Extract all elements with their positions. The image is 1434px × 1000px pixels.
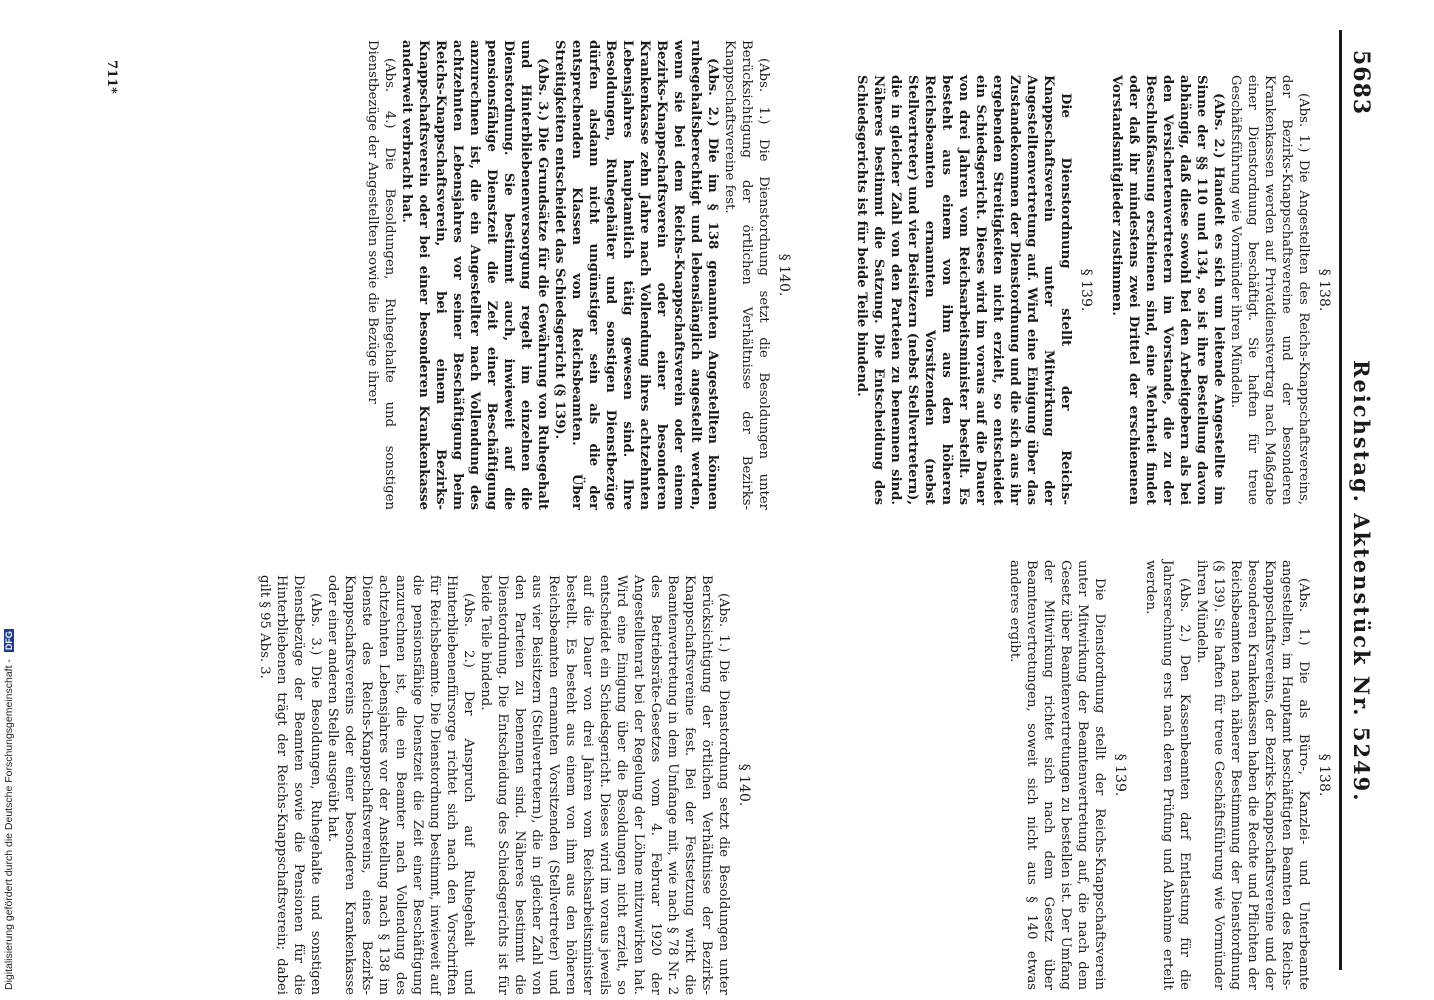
paragraph: (Abs. 2.) Den Kassenbeamten darf Entlastung für die Jahresrechnung erst nach deren Prüfung und Abnahme erteilt werden. — [1143, 560, 1192, 990]
paragraph: (Abs. 3.) Die Besoldungen, Ruhegehalte und sonstigen Dienstbezüge der Beamten sowie die Pensionen für die Hinterbliebenen trägt der Reichs-Knappschaftsverein; dabei gilt § 95 Abs. 3. — [257, 575, 323, 995]
page-title: Reichstag. Aktenstück Nr. 5249. — [1349, 360, 1374, 803]
section-heading: § 138. — [1316, 268, 1332, 312]
paragraph: (Abs. 4.) Die Besoldungen, Ruhegehalte und sonstigen Dienstbezüge der Angestellten sowie die Bezüge ihrer — [365, 40, 397, 510]
paragraph: (Abs. 1.) Die Dienstordnung setzt die Besoldungen unter Berücksichtigung der örtlichen Verhältnisse der Bezirks-Knappschaftsvereine fest. — [722, 40, 771, 510]
paragraph: Die Dienstordnung stellt der Reichs-Knappschaftsverein unter Mitwirkung der Beamtenvertretung auf, die nach dem Gesetz über Beamtenvertretungen zu bestellen ist. Der Umfang der Mitwirkung richtet sich nach dem Gesetz über Beamtenvertretungen, soweit sich nicht aus § 140 etwas anderes ergibt. — [1007, 560, 1107, 990]
paragraph: (Abs. 2.) Handelt es sich um leitende Angestellte im Sinne der §§ 110 und 134, so ist ihre Bestellung davon abhängig, daß diese sowohl bei den Arbeitgebern als bei den Versichertenvertretern im Vorstande, die zu der Beschlußfassung erschienen sind, eine Mehrheit findet oder daß ihr mindestens zwei Drittel der erschienenen Vorstandsmitglieder zustimmen. — [1109, 75, 1226, 505]
paragraph: (Abs. 3.) Die Grundsätze für die Gewährung von Ruhegehalt und Hinterbliebenenversorgung regelt im einzelnen die Dienstordnung. Sie bestimmt auch, inwieweit auf die pensionsfähige Dienstzeit die Zeit einer Beschäftigung anzurechnen ist, die ein Angestellter nach Vollendung des achtzehnten Lebensjahres vor seiner Beschäftigung beim Reichs-Knappschaftsverein, bei einem Bezirks-Knappschaftsverein oder bei einer besonderen Krankenkasse anderweit verbracht hat. — [399, 40, 550, 510]
section-heading: § 140. — [776, 253, 792, 297]
right-column-upper — [853, 75, 1334, 505]
left-column-upper — [1006, 560, 1334, 990]
section-heading: § 139. — [1078, 268, 1094, 312]
section-heading: § 139. — [1112, 753, 1128, 797]
signature-mark: 711* — [104, 60, 119, 94]
section-heading: § 140. — [736, 763, 752, 807]
page-number: 5683 — [1348, 50, 1374, 116]
credit-text: Digitalisierung gefördert durch die Deutsche Forschungsgemeinschaft - — [3, 659, 15, 990]
section-heading: § 138. — [1316, 753, 1332, 797]
digitization-credit — [3, 10, 17, 990]
dfg-logo: DFG — [4, 631, 14, 651]
paragraph: (Abs. 1.) Die als Büro-, Kanzlei- und Unterbeamte angestellten, im Hauptamt beschäftigten Beamten des Reichs-Knappschaftsvereins, der Bezirks-Knappschaftsvereine und der besonderen Krankenkassen haben die Rechte und Pflichten der Reichsbeamten nach näherer Bestimmung der Dienstordnung (§ 139). Sie haften für treue Geschäftsführung wie Vormünder ihren Mündeln. — [1194, 560, 1311, 990]
paragraph: Die Dienstordnung stellt der Reichs-Knappschaftsverein unter Mitwirkung der Angestelltenvertretung auf. Wird eine Einigung über das Zustandekommen der Dienstordnung und die sich aus ihr ergebenden Streitigkeiten nicht erzielt, so entscheidet ein Schiedsgericht. Dieses wird im voraus auf die Dauer von drei Jahren vom Reichsarbeitsminister bestellt. Es besteht aus einem von ihm aus den höheren Reichsbeamten ernannten Vorsitzenden (nebst Stellvertreter) und vier Beisitzern (nebst Stellvertretern), die in gleicher Zahl von den Parteien zu benennen sind. Näheres bestimmt die Satzung. Die Entscheidung des Schiedsgerichts ist für beide Teile bindend. — [854, 75, 1073, 505]
header-rule — [1339, 30, 1342, 970]
paragraph: (Abs. 1.) Die Dienstordnung setzt die Besoldungen unter Berücksichtigung der örtlichen Verhältnisse der Bezirks-Knappschaftsvereine fest. Bei der Festsetzung wirkt die Beamtenvertretung in dem Umfange mit, wie nach § 78 Nr. 2 des Betriebsräte-Gesetzes vom 4. Februar 1920 der Angestelltenrat bei der Regelung der Löhne mitzuwirken hat. Wird eine Einigung über die Besoldungen nicht erzielt, so entscheidet ein Schiedsgericht. Dieses wird im voraus jeweils auf die Dauer von drei Jahren vom Reichsarbeitsminister bestellt. Es besteht aus einem von ihm aus den höheren Reichsbeamten ernannten Vorsitzenden (Stellvertreter) und aus vier Beisitzern (Stellvertretern), die in gleicher Zahl von den Parteien zu benennen sind. Näheres bestimmt die Dienstordnung. Die Entscheidung des Schiedsgerichts ist für beide Teile bindend. — [478, 575, 731, 995]
left-column-lower — [256, 575, 754, 995]
paragraph: (Abs. 2.) Der Anspruch auf Ruhegehalt und Hinterbliebenenfürsorge richtet sich nach den Vorschriften für Reichsbeamte. Die Dienstordnung bestimmt, inwieweit auf die pensionsfähige Dienstzeit die Zeit einer Beschäftigung anzurechnen ist, die ein Beamter nach Vollendung des achtzehnten Lebensjahres vor der Anstellung nach § 138 im Dienste des Reichs-Knappschaftsvereins, eines Bezirks-Knappschaftsvereins oder einer besonderen Krankenkasse oder einer anderen Stelle ausgeübt hat. — [325, 575, 476, 995]
right-column-lower — [364, 40, 794, 510]
page-header — [1342, 30, 1382, 970]
paragraph: (Abs. 2.) Die im § 138 genannten Angestellten können ruhegehaltsberechtigt und lebenslänglich angestellt werden, wenn sie bei dem Reichs-Knappschaftsverein oder einem Bezirks-Knappschaftsverein oder einer besonderen Krankenkasse zehn Jahre nach Vollendung ihres achtzehnten Lebensjahres hauptamtlich tätig gewesen sind. Ihre Besoldungen, Ruhegehälter und sonstigen Dienstbezüge dürfen alsdann nicht ungünstiger sein als die der entsprechenden Klassen von Reichsbeamten. Über Streitigkeiten entscheidet das Schiedsgericht (§ 139). — [552, 40, 720, 510]
paragraph: (Abs. 1.) Die Angestellten des Reichs-Knappschaftsvereins, der Bezirks-Knappschaftsvereine und der besonderen Krankenkassen werden auf Privatdienstvertrag nach Maßgabe einer Dienstordnung beschäftigt. Sie haften für treue Geschäftsführung wie Vormünder ihren Mündeln. — [1228, 75, 1311, 505]
